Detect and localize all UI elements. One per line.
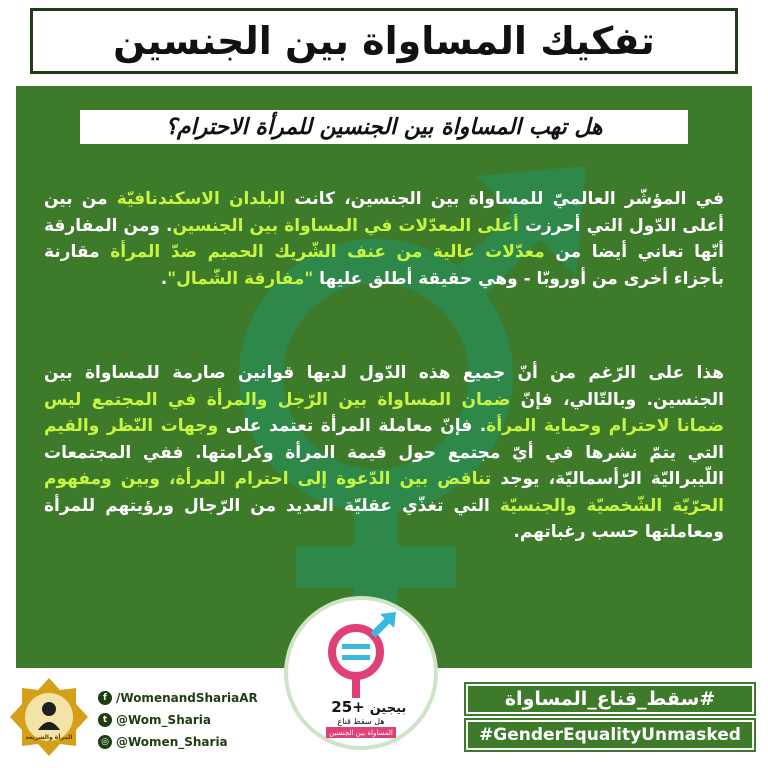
body-text: . فإنّ معاملة المرأة تعتمد على: [218, 416, 487, 436]
body-text: هذا على الرّغم من أنّ جميع هذه الدّول لديها قوانين صارمة للمساواة بين الجنسين. وبالتّالي، فإنّ: [44, 363, 724, 410]
emblem-text: المرأة والشريعة: [25, 734, 73, 741]
organization-emblem: [8, 676, 90, 758]
social-links: [98, 688, 258, 754]
body-text: .: [160, 268, 168, 289]
body-text: في المؤشّر العالميّ للمساواة بين الجنسين، كانت: [285, 189, 724, 209]
logo-number: 25+: [331, 698, 365, 716]
subtitle: هل تهب المساواة بين الجنسين للمرأة الاحترام؟: [165, 114, 603, 140]
hashtag-arabic: #سقط_قناع_المساواة: [466, 684, 754, 714]
highlighted-text: "مفارقة الشّمال": [167, 268, 314, 289]
highlighted-text: البلدان الاسكندنافيّة: [116, 189, 286, 209]
twitter-handle[interactable]: @Wom_Sharia: [116, 713, 211, 727]
instagram-icon: ◎: [98, 735, 112, 749]
page-title-box: [30, 8, 738, 74]
logo-graphic: [288, 600, 434, 746]
subtitle-box: [80, 110, 688, 144]
highlighted-text: ضمان المساواة بين الرّجل والمرأة في المجتمع ليس ضمانا لاحترام وحماية المرأة: [44, 389, 724, 436]
highlighted-text: معدّلات عالية من عنف الشّريك الحميم ضدّ المرأة: [110, 242, 545, 262]
facebook-icon: f: [98, 691, 112, 705]
campaign-logo: [284, 596, 438, 750]
body-text: من بين أعلى الدّول التي أحرزت: [44, 189, 725, 236]
logo-name: بيجين: [369, 701, 407, 716]
logo-line1: هل سقط قناع: [337, 717, 385, 726]
highlighted-text: وجهات النّظر والقيم: [44, 416, 219, 436]
header-bar: [0, 0, 768, 80]
paragraph-1: [44, 186, 724, 292]
instagram-handle[interactable]: @Women_Sharia: [116, 735, 228, 749]
highlighted-text: أعلى المعدّلات في المساواة بين الجنسين: [172, 215, 519, 236]
logo-line2: المساواة بين الجنسين: [329, 729, 393, 737]
facebook-handle[interactable]: /WomenandShariaAR: [116, 691, 258, 705]
body-text: التي يتمّ نشرها في أيّ مجتمع حول قيمة المرأة وكرامتها. ففي المجتمعات اللّيبراليّة الرّأسماليّة، يوجد: [44, 442, 724, 489]
body-text: مقارنة بأجزاء أخرى من أوروبّا - وهي حقيقة أطلق عليها: [44, 242, 724, 289]
social-instagram[interactable]: [98, 732, 258, 752]
body-text: . ومن المفارقة أنّها تعاني أيضا من: [44, 215, 724, 262]
social-twitter[interactable]: [98, 710, 258, 730]
twitter-icon: t: [98, 713, 112, 727]
highlighted-text: تناقض بين الدّعوة إلى احترام المرأة، وبين ومفهوم الحرّيّة الشّخصيّة والجنسيّة: [44, 469, 724, 516]
page-title: تفكيك المساواة بين الجنسين: [113, 19, 655, 63]
social-facebook[interactable]: [98, 688, 258, 708]
body-text: التي تغذّي عقليّة العديد من الرّجال ورؤيتهم للمرأة ومعاملتها حسب رغباتهم.: [44, 495, 724, 542]
paragraph-2: [44, 360, 724, 546]
hashtag-english: #GenderEqualityUnmasked: [466, 720, 754, 750]
